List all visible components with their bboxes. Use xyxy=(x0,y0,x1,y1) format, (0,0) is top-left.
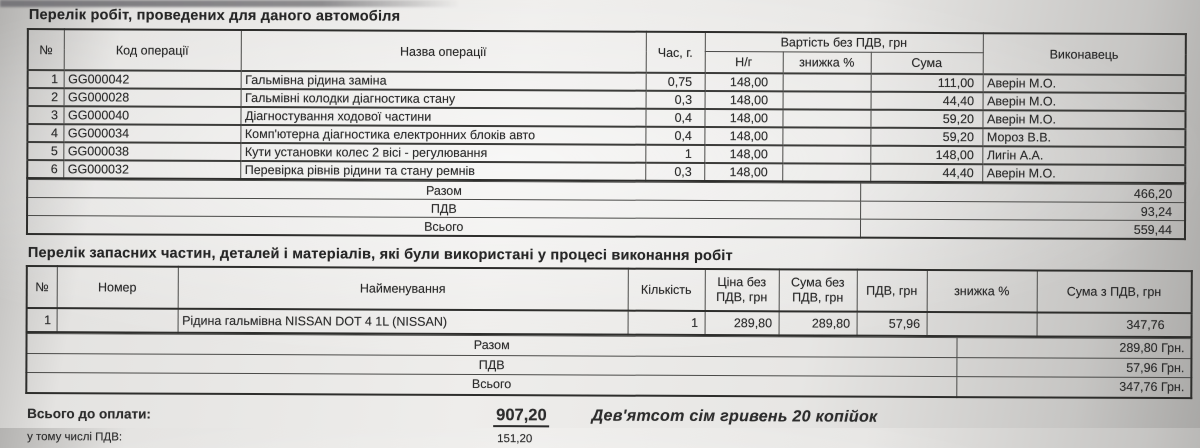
parts-header-vat: ПДВ, грн xyxy=(857,270,927,312)
parts-header-number: Номер xyxy=(57,266,178,309)
work-rate: 148,00 xyxy=(705,91,783,109)
parts-totals xyxy=(25,333,1192,399)
works-grand-label: Всього xyxy=(27,216,860,238)
works-totals xyxy=(26,179,1186,240)
part-sum-with-vat: 347,76 xyxy=(1037,312,1192,337)
parts-grand-value: 347,76 Грн. xyxy=(956,377,1191,398)
work-num: 1 xyxy=(28,70,64,88)
works-header-rate: Н/г xyxy=(705,51,783,73)
work-code: GG000032 xyxy=(63,160,240,179)
parts-header-discount: знижка % xyxy=(927,270,1037,312)
works-total-label: Разом xyxy=(27,180,860,202)
total-due-value: 907,20 xyxy=(493,406,550,427)
works-header-cost-group: Вартість без ПДВ, грн xyxy=(705,32,983,53)
work-rate: 148,00 xyxy=(705,73,783,91)
vat-included-label: у тому числі ПДВ: xyxy=(27,430,123,443)
work-rate: 148,00 xyxy=(704,109,782,127)
work-sum: 59,20 xyxy=(870,110,982,128)
works-header-name: Назва операції xyxy=(241,30,646,73)
work-time: 0,3 xyxy=(645,163,704,181)
part-number xyxy=(57,308,178,333)
work-num: 2 xyxy=(28,88,64,106)
work-discount xyxy=(783,91,871,109)
work-time: 0,75 xyxy=(646,73,705,91)
works-grand-value: 559,44 xyxy=(860,219,1185,239)
parts-header-name: Найменування xyxy=(178,267,628,311)
work-executor: Аверін М.О. xyxy=(983,74,1186,93)
works-total-row xyxy=(27,216,1185,240)
works-table-header xyxy=(28,29,1186,75)
work-executor: Лигін А.А. xyxy=(982,146,1185,165)
total-due-line xyxy=(27,404,1198,430)
parts-total-label: Разом xyxy=(26,334,956,358)
work-code: GG000042 xyxy=(64,70,241,89)
parts-table-row xyxy=(27,308,1192,337)
part-name: Рідина гальмівна NISSAN DOT 4 1L (NISSAN) xyxy=(178,309,628,335)
works-vat-value: 93,24 xyxy=(860,201,1185,220)
work-time: 0,3 xyxy=(646,91,705,109)
work-executor: Аверін М.О. xyxy=(982,110,1185,129)
parts-table-header xyxy=(27,266,1192,313)
parts-table xyxy=(26,265,1193,338)
work-executor: Аверін М.О. xyxy=(982,164,1185,183)
work-num: 3 xyxy=(27,106,63,124)
work-num: 6 xyxy=(27,160,63,178)
work-rate: 148,00 xyxy=(704,145,782,163)
part-num: 1 xyxy=(27,308,57,332)
work-discount xyxy=(782,163,870,181)
vat-included-value: 151,20 xyxy=(497,432,533,445)
work-code: GG000034 xyxy=(63,124,240,143)
work-executor: Аверін М.О. xyxy=(983,92,1186,111)
work-name: Перевірка рівнів рідини та стану ремнів xyxy=(240,161,645,181)
parts-total-row xyxy=(26,373,1191,398)
parts-vat-label: ПДВ xyxy=(26,353,956,377)
works-header-num: № xyxy=(28,29,64,70)
parts-header-price-no-vat: Ціна без ПДВ, грн xyxy=(705,269,779,311)
part-qty: 1 xyxy=(628,311,705,335)
works-header-executor: Виконавець xyxy=(983,33,1186,75)
part-sum-no-vat: 289,80 xyxy=(779,311,857,335)
parts-total-value: 289,80 Грн. xyxy=(956,338,1191,359)
work-name: Кути установки колес 2 вісі - регулювання xyxy=(240,143,645,163)
total-due-label: Всього до оплати: xyxy=(27,405,151,422)
work-time: 0,4 xyxy=(645,109,704,127)
work-sum: 59,20 xyxy=(870,128,982,146)
work-num: 4 xyxy=(27,124,63,142)
works-table xyxy=(26,28,1187,184)
parts-section-title: Перелік запасних частин, деталей і матеріалів, які були використані у процесі виконання робіт xyxy=(27,245,733,265)
work-code: GG000038 xyxy=(63,142,240,161)
parts-header-num: № xyxy=(27,266,57,308)
works-header-sum: Сума xyxy=(871,52,983,74)
works-vat-label: ПДВ xyxy=(27,198,860,220)
part-price-no-vat: 289,80 xyxy=(705,311,779,335)
parts-header-sum-no-vat: Сума без ПДВ, грн xyxy=(779,269,857,311)
works-section-title: Перелік робіт, проведених для даного автомобіля xyxy=(28,7,401,25)
works-header-code: Код операції xyxy=(64,29,241,71)
work-code: GG000040 xyxy=(63,106,240,125)
works-total-value: 466,20 xyxy=(860,183,1185,202)
work-time: 0,4 xyxy=(645,127,704,145)
work-discount xyxy=(782,127,870,145)
parts-grand-label: Всього xyxy=(26,373,956,397)
work-rate: 148,00 xyxy=(704,127,782,145)
work-name: Гальмівна рідина заміна xyxy=(241,71,646,91)
work-name: Гальмівні колодки діагностика стану xyxy=(241,89,646,109)
part-vat: 57,96 xyxy=(857,312,927,336)
works-header-time: Час, г. xyxy=(646,32,705,73)
work-name: Діагностування ходової частини xyxy=(240,107,645,127)
work-name: Комп'ютерна діагностика електронних блоків авто xyxy=(240,125,645,145)
work-discount xyxy=(782,109,870,127)
work-sum: 148,00 xyxy=(870,146,982,164)
work-code: GG000028 xyxy=(64,88,241,107)
parts-header-sum-with-vat: Сума з ПДВ, грн xyxy=(1037,270,1192,313)
total-due-in-words: Дев'ятсот сім гривень 20 копійок xyxy=(591,406,878,426)
parts-header-qty: Кількість xyxy=(628,269,705,311)
work-discount xyxy=(783,73,871,91)
parts-vat-value: 57,96 Грн. xyxy=(956,357,1191,378)
work-sum: 44,40 xyxy=(871,92,983,110)
work-rate: 148,00 xyxy=(704,163,782,181)
vat-included-line xyxy=(27,431,1198,448)
work-sum: 111,00 xyxy=(871,74,983,92)
work-num: 5 xyxy=(27,142,63,160)
work-time: 1 xyxy=(645,145,704,163)
work-discount xyxy=(782,145,870,163)
work-sum: 44,40 xyxy=(870,164,982,182)
part-discount xyxy=(927,312,1037,336)
payment-summary xyxy=(27,404,1198,448)
works-header-discount: знижка % xyxy=(783,52,871,74)
work-executor: Мороз В.В. xyxy=(982,128,1185,147)
